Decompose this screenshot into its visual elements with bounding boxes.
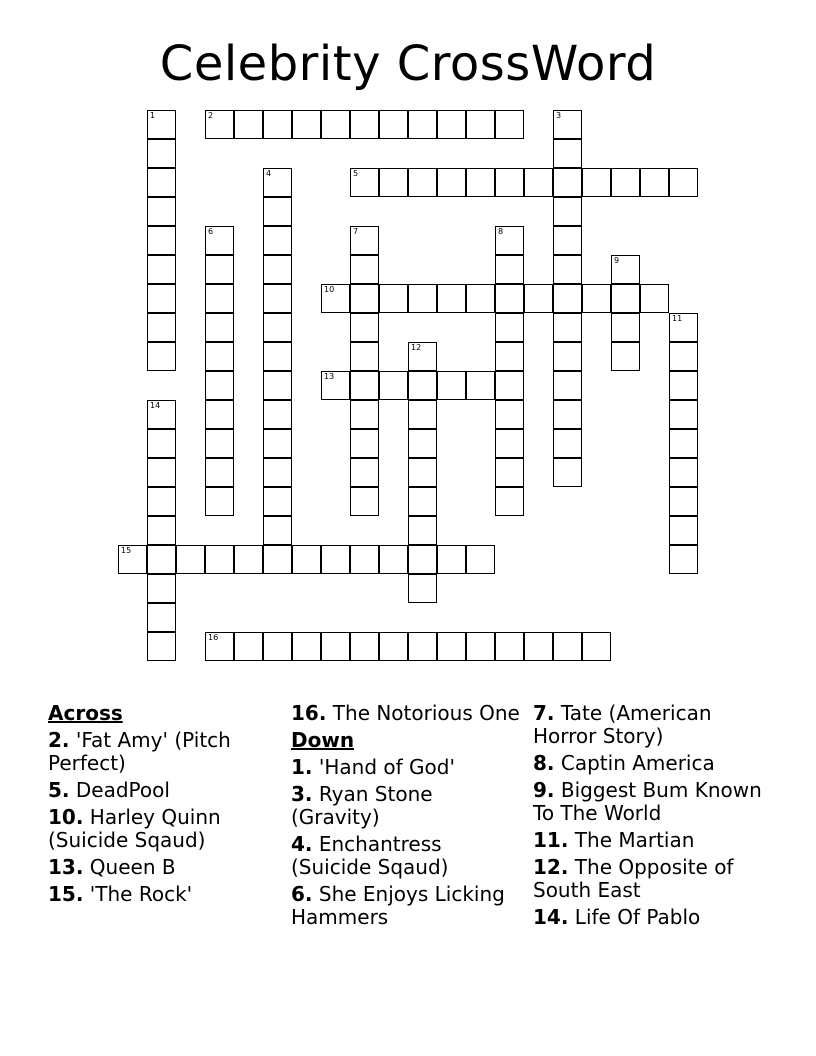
- clue-heading-across: Across: [48, 701, 123, 725]
- grid-cell[interactable]: [553, 632, 582, 661]
- grid-cell[interactable]: [437, 545, 466, 574]
- clue-number: 10: [324, 285, 335, 294]
- grid-cell[interactable]: [669, 458, 698, 487]
- grid-cell[interactable]: [350, 371, 379, 400]
- grid-cell[interactable]: [495, 255, 524, 284]
- grid-cell[interactable]: [495, 168, 524, 197]
- grid-cell[interactable]: [350, 110, 379, 139]
- grid-cell[interactable]: [408, 458, 437, 487]
- clue-item-number: 7.: [533, 701, 555, 725]
- grid-cell[interactable]: [466, 110, 495, 139]
- clue-item-text: Life Of Pablo: [568, 905, 701, 929]
- grid-cell[interactable]: [379, 110, 408, 139]
- grid-cell[interactable]: [147, 284, 176, 313]
- grid-cell[interactable]: [669, 545, 698, 574]
- clue-item: [291, 833, 526, 879]
- clue-column-2: [291, 702, 526, 933]
- grid-cell[interactable]: [205, 342, 234, 371]
- clue-item-text: Biggest Bum Known To The World: [533, 778, 762, 825]
- grid-cell[interactable]: [147, 429, 176, 458]
- grid-cell[interactable]: [495, 487, 524, 516]
- grid-cell[interactable]: [263, 545, 292, 574]
- grid-cell[interactable]: [263, 487, 292, 516]
- grid-cell[interactable]: [495, 342, 524, 371]
- grid-cell[interactable]: [321, 545, 350, 574]
- grid-cell[interactable]: [524, 632, 553, 661]
- grid-cell[interactable]: [553, 139, 582, 168]
- grid-cell[interactable]: [408, 516, 437, 545]
- clue-number: 1: [150, 111, 156, 120]
- grid-cell[interactable]: [350, 545, 379, 574]
- clue-column-1: [48, 702, 283, 910]
- grid-cell[interactable]: [669, 429, 698, 458]
- clue-item: [291, 756, 526, 779]
- grid-cell[interactable]: [350, 400, 379, 429]
- grid-cell[interactable]: [263, 342, 292, 371]
- grid-cell[interactable]: [553, 197, 582, 226]
- clue-item: [533, 702, 768, 748]
- clue-item-number: 12.: [533, 855, 569, 879]
- grid-cell[interactable]: [669, 371, 698, 400]
- grid-cell[interactable]: [553, 110, 582, 139]
- clue-item: [291, 702, 526, 725]
- clue-item-text: The Martian: [568, 828, 695, 852]
- grid-cell[interactable]: [669, 487, 698, 516]
- clue-item-number: 16.: [291, 701, 327, 725]
- clue-number: 9: [614, 256, 620, 265]
- grid-cell[interactable]: [553, 371, 582, 400]
- clue-item: [48, 883, 283, 906]
- grid-cell[interactable]: [147, 487, 176, 516]
- grid-cell[interactable]: [466, 632, 495, 661]
- grid-cell[interactable]: [350, 168, 379, 197]
- grid-cell[interactable]: [147, 400, 176, 429]
- clue-item-text: Harley Quinn (Suicide Sqaud): [48, 805, 221, 852]
- grid-cell[interactable]: [205, 429, 234, 458]
- grid-cell[interactable]: [669, 342, 698, 371]
- grid-cell[interactable]: [524, 168, 553, 197]
- grid-cell[interactable]: [205, 632, 234, 661]
- grid-cell[interactable]: [321, 371, 350, 400]
- grid-cell[interactable]: [437, 168, 466, 197]
- grid-cell[interactable]: [669, 168, 698, 197]
- grid-cell[interactable]: [350, 429, 379, 458]
- grid-cell[interactable]: [263, 284, 292, 313]
- grid-cell[interactable]: [611, 255, 640, 284]
- grid-cell[interactable]: [379, 545, 408, 574]
- grid-cell[interactable]: [147, 226, 176, 255]
- clue-number: 4: [266, 169, 272, 178]
- clue-item-text: 'The Rock': [83, 882, 193, 906]
- clue-item: [533, 752, 768, 775]
- grid-cell[interactable]: [611, 284, 640, 313]
- grid-cell[interactable]: [408, 545, 437, 574]
- grid-cell[interactable]: [147, 516, 176, 545]
- clue-item: [48, 729, 283, 775]
- grid-cell[interactable]: [437, 110, 466, 139]
- clue-item-text: Captin America: [554, 751, 715, 775]
- grid-cell[interactable]: [350, 313, 379, 342]
- grid-cell[interactable]: [321, 632, 350, 661]
- grid-cell[interactable]: [379, 632, 408, 661]
- grid-cell[interactable]: [321, 284, 350, 313]
- grid-cell[interactable]: [147, 574, 176, 603]
- grid-cell[interactable]: [263, 168, 292, 197]
- grid-cell[interactable]: [321, 110, 350, 139]
- clue-item-number: 13.: [48, 855, 84, 879]
- clue-item: [48, 806, 283, 852]
- grid-cell[interactable]: [495, 110, 524, 139]
- clue-item-number: 1.: [291, 755, 313, 779]
- grid-cell[interactable]: [495, 313, 524, 342]
- grid-cell[interactable]: [205, 313, 234, 342]
- grid-cell[interactable]: [408, 487, 437, 516]
- clue-item: [533, 906, 768, 929]
- clue-number: 8: [498, 227, 504, 236]
- clue-heading-down: Down: [291, 728, 355, 752]
- grid-cell[interactable]: [263, 226, 292, 255]
- grid-cell[interactable]: [263, 371, 292, 400]
- grid-cell[interactable]: [611, 342, 640, 371]
- clue-item: [291, 883, 526, 929]
- clue-item-number: 14.: [533, 905, 569, 929]
- grid-cell[interactable]: [147, 458, 176, 487]
- clue-number: 15: [121, 546, 132, 555]
- clue-number: 2: [208, 111, 214, 120]
- clue-item-text: She Enjoys Licking Hammers: [291, 882, 505, 929]
- clue-item: [533, 779, 768, 825]
- clue-number: 5: [353, 169, 359, 178]
- clue-item-text: 'Hand of God': [312, 755, 455, 779]
- grid-cell[interactable]: [147, 197, 176, 226]
- grid-cell[interactable]: [234, 545, 263, 574]
- clue-item-number: 8.: [533, 751, 555, 775]
- clue-item-number: 4.: [291, 832, 313, 856]
- grid-cell[interactable]: [147, 342, 176, 371]
- clue-number: 13: [324, 372, 335, 381]
- clue-number: 16: [208, 633, 219, 642]
- grid-cell[interactable]: [495, 400, 524, 429]
- grid-cell[interactable]: [350, 487, 379, 516]
- grid-cell[interactable]: [205, 255, 234, 284]
- clue-item-text: Enchantress (Suicide Sqaud): [291, 832, 449, 879]
- grid-cell[interactable]: [669, 400, 698, 429]
- grid-cell[interactable]: [263, 632, 292, 661]
- clue-item: [48, 779, 283, 802]
- grid-cell[interactable]: [350, 632, 379, 661]
- grid-cell[interactable]: [263, 313, 292, 342]
- clue-item-number: 2.: [48, 728, 70, 752]
- grid-cell[interactable]: [408, 110, 437, 139]
- grid-cell[interactable]: [205, 226, 234, 255]
- grid-cell[interactable]: [437, 284, 466, 313]
- grid-cell[interactable]: [582, 168, 611, 197]
- grid-cell[interactable]: [205, 487, 234, 516]
- grid-cell[interactable]: [379, 371, 408, 400]
- grid-cell[interactable]: [147, 110, 176, 139]
- grid-cell[interactable]: [292, 545, 321, 574]
- clue-column-3: [533, 702, 768, 933]
- grid-cell[interactable]: [205, 458, 234, 487]
- grid-cell[interactable]: [553, 284, 582, 313]
- grid-cell[interactable]: [379, 168, 408, 197]
- grid-cell[interactable]: [495, 632, 524, 661]
- clue-number: 14: [150, 401, 161, 410]
- grid-cell[interactable]: [553, 458, 582, 487]
- page-title: Celebrity CrossWord: [159, 36, 657, 92]
- clue-item-number: 15.: [48, 882, 84, 906]
- grid-cell[interactable]: [234, 632, 263, 661]
- grid-cell[interactable]: [147, 168, 176, 197]
- grid-cell[interactable]: [495, 429, 524, 458]
- grid-cell[interactable]: [466, 168, 495, 197]
- clue-item-text: Queen B: [83, 855, 176, 879]
- grid-cell[interactable]: [466, 371, 495, 400]
- grid-cell[interactable]: [553, 255, 582, 284]
- grid-cell[interactable]: [553, 226, 582, 255]
- grid-cell[interactable]: [495, 284, 524, 313]
- grid-cell[interactable]: [292, 632, 321, 661]
- grid-cell[interactable]: [205, 400, 234, 429]
- grid-cell[interactable]: [582, 284, 611, 313]
- clue-item-number: 11.: [533, 828, 569, 852]
- grid-cell[interactable]: [640, 284, 669, 313]
- grid-cell[interactable]: [350, 255, 379, 284]
- grid-cell[interactable]: [437, 632, 466, 661]
- grid-cell[interactable]: [147, 255, 176, 284]
- grid-cell[interactable]: [205, 110, 234, 139]
- grid-cell[interactable]: [118, 545, 147, 574]
- grid-cell[interactable]: [640, 168, 669, 197]
- grid-cell[interactable]: [408, 168, 437, 197]
- clue-item: [291, 783, 526, 829]
- grid-cell[interactable]: [495, 458, 524, 487]
- grid-cell[interactable]: [437, 371, 466, 400]
- grid-cell[interactable]: [234, 110, 263, 139]
- grid-cell[interactable]: [205, 545, 234, 574]
- grid-cell[interactable]: [292, 110, 321, 139]
- clue-item-text: 'Fat Amy' (Pitch Perfect): [48, 728, 231, 775]
- grid-cell[interactable]: [263, 516, 292, 545]
- grid-cell[interactable]: [466, 284, 495, 313]
- clue-item-text: Ryan Stone (Gravity): [291, 782, 433, 829]
- grid-cell[interactable]: [350, 342, 379, 371]
- clue-item-text: The Notorious One: [326, 701, 520, 725]
- grid-cell[interactable]: [669, 313, 698, 342]
- grid-cell[interactable]: [669, 516, 698, 545]
- grid-cell[interactable]: [263, 429, 292, 458]
- grid-cell[interactable]: [408, 574, 437, 603]
- grid-cell[interactable]: [582, 632, 611, 661]
- grid-cell[interactable]: [350, 226, 379, 255]
- grid-cell[interactable]: [611, 313, 640, 342]
- grid-cell[interactable]: [147, 603, 176, 632]
- grid-cell[interactable]: [147, 313, 176, 342]
- grid-cell[interactable]: [263, 110, 292, 139]
- clue-item: [533, 829, 768, 852]
- grid-cell[interactable]: [553, 313, 582, 342]
- clue-item-text: The Opposite of South East: [533, 855, 734, 902]
- grid-cell[interactable]: [553, 429, 582, 458]
- clue-number: 12: [411, 343, 422, 352]
- grid-cell[interactable]: [495, 371, 524, 400]
- clue-item: [48, 856, 283, 879]
- clue-item-number: 9.: [533, 778, 555, 802]
- clue-number: 3: [556, 111, 562, 120]
- grid-cell[interactable]: [553, 342, 582, 371]
- grid-cell[interactable]: [466, 545, 495, 574]
- grid-cell[interactable]: [408, 400, 437, 429]
- clue-number: 11: [672, 314, 683, 323]
- grid-cell[interactable]: [408, 429, 437, 458]
- grid-cell[interactable]: [524, 284, 553, 313]
- grid-cell[interactable]: [611, 168, 640, 197]
- grid-cell[interactable]: [350, 458, 379, 487]
- clue-item-number: 10.: [48, 805, 84, 829]
- grid-cell[interactable]: [263, 197, 292, 226]
- clue-item: [533, 856, 768, 902]
- grid-cell[interactable]: [553, 400, 582, 429]
- grid-cell[interactable]: [350, 284, 379, 313]
- grid-cell[interactable]: [379, 284, 408, 313]
- grid-cell[interactable]: [205, 371, 234, 400]
- grid-cell[interactable]: [263, 400, 292, 429]
- clue-item-text: DeadPool: [69, 778, 170, 802]
- grid-cell[interactable]: [176, 545, 205, 574]
- grid-cell[interactable]: [408, 371, 437, 400]
- clue-item-text: Tate (American Horror Story): [533, 701, 712, 748]
- grid-cell[interactable]: [408, 632, 437, 661]
- clue-item-number: 3.: [291, 782, 313, 806]
- grid-cell[interactable]: [408, 284, 437, 313]
- grid-cell[interactable]: [147, 545, 176, 574]
- clue-number: 6: [208, 227, 214, 236]
- grid-cell[interactable]: [553, 168, 582, 197]
- grid-cell[interactable]: [263, 255, 292, 284]
- clue-item-number: 5.: [48, 778, 70, 802]
- grid-cell[interactable]: [408, 342, 437, 371]
- grid-cell[interactable]: [495, 226, 524, 255]
- grid-cell[interactable]: [263, 458, 292, 487]
- grid-cell[interactable]: [205, 284, 234, 313]
- clue-item-number: 6.: [291, 882, 313, 906]
- grid-cell[interactable]: [147, 139, 176, 168]
- clue-number: 7: [353, 227, 359, 236]
- grid-cell[interactable]: [147, 632, 176, 661]
